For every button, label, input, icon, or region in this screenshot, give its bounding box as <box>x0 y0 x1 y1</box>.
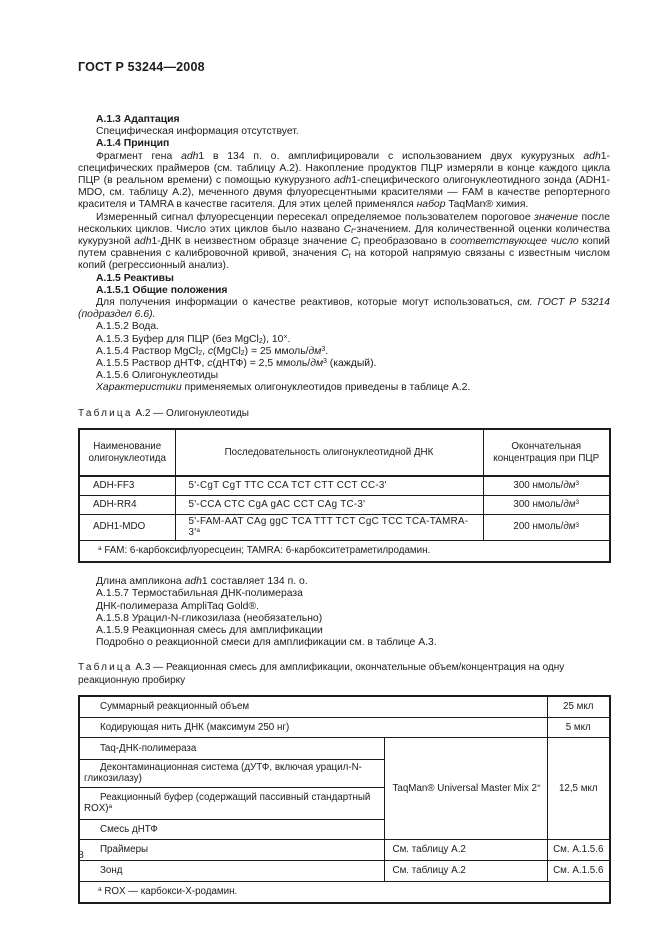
paragraph: Подробно о реакционной смеси для амплификации см. в таблице А.3. <box>96 637 437 649</box>
table-row <box>79 495 610 514</box>
table-row <box>79 839 610 860</box>
reagent-concentration-ref: См. А.1.5.6 <box>547 860 610 881</box>
oligo-concentration: 300 нмоль/$дм^3$ <box>483 476 610 495</box>
paragraph: Фрагмент гена adh1 в 134 п. о. амплифицировали с использованием двух кукурузных adh1-специфических праймеров (см. таблицу А.2). Накопление продуктов ПЦР измеряли в конце каждого цикла ПЦР (в реальном времени) с помощью кукурузного adh1-специфического олигонуклеотидного зонда (ADH1-MDO, см. таблицу А.2), меченного двумя флуоресцентными красителями — FAM в качестве репортерного красителя и TAMRA в качестве гасителя. Для этих целей применялся набор TaqMan® химия. <box>78 150 610 211</box>
table-a2-caption <box>78 408 610 421</box>
table-row <box>79 860 610 881</box>
table-footnote-row <box>79 881 610 903</box>
reagent-label: Праймеры <box>79 839 384 860</box>
paragraph: А.1.5.2 Вода. <box>96 321 160 333</box>
reagent-concentration-ref: См. А.1.5.6 <box>547 839 610 860</box>
paragraph: Измеренный сигнал флуоресценции пересекал определяемое пользователем пороговое значение после нескольких циклов. Число этих циклов было названо $C_t$-значением. Для количественной оценки количества кукурузной adh1-ДНК в неизвестном образце значение $C_t$ преобразовано в соответствующее число копий путем сравнения с калибровочной кривой, значения $C_t$ на которой напрямую связаны с известным числом копий (регрессионный анализ). <box>78 211 611 272</box>
reagent-label: Смесь дНТФ <box>79 819 384 839</box>
reagent-reference: См. таблицу А.2 <box>384 860 547 881</box>
paragraph: А.1.5.4 Раствор MgCl$_2$, c(MgCl$_2$) = 25 ммоль/$дм^3$. <box>96 345 329 358</box>
table-a3 <box>78 695 611 904</box>
body-text-top <box>78 114 610 395</box>
reagent-label: Реакционный буфер (содержащий пассивный стандартный ROX)$^а$ <box>79 787 384 819</box>
table-row <box>79 476 610 495</box>
table-a2-caption-word: Таблица <box>78 407 133 419</box>
section-heading: А.1.3 Адаптация <box>96 114 180 125</box>
paragraph: А.1.5.8 Урацил-N-гликозилаза (необязательно) <box>96 612 323 624</box>
oligo-concentration: 300 нмоль/$дм^3$ <box>483 495 610 514</box>
table-row <box>79 696 610 717</box>
paragraph: А.1.5.3 Буфер для ПЦР (без MgCl$_2$), 10×. <box>96 333 291 346</box>
table-row <box>79 717 610 737</box>
document-number: ГОСТ Р 53244—2008 <box>78 60 205 74</box>
body-text-mid <box>78 576 610 649</box>
paragraph: Характеристики применяемых олигонуклеотидов приведены в таблице А.2. <box>96 382 471 394</box>
section-heading: А.1.5 Реактивы <box>96 272 174 284</box>
table-a2-header-row <box>79 429 610 476</box>
paragraph: А.1.5.9 Реакционная смесь для амплификации <box>96 624 323 636</box>
table-a3-caption-word: Таблица <box>78 662 133 674</box>
oligo-concentration: 200 нмоль/$дм^3$ <box>483 514 610 540</box>
table-a2-caption-text: А.2 — Олигонуклеотиды <box>132 407 249 419</box>
paragraph: А.1.5.5 Раствор дНТФ, с(дНТФ) = 2,5 ммоль/$дм^3$ (каждый). <box>96 357 377 370</box>
table-row <box>79 514 610 540</box>
table-row <box>79 737 610 759</box>
reagent-label: Деконтаминационная система (дУТФ, включая урацил-N-гликозилазу) <box>79 759 384 787</box>
reagent-reference: См. таблицу А.2 <box>384 839 547 860</box>
master-mix-product: TaqMan® Universal Master Mix 2× <box>384 737 547 839</box>
reagent-volume: 25 мкл <box>547 696 610 717</box>
reagent-label: Зонд <box>79 860 384 881</box>
reagent-label: Кодирующая нить ДНК (максимум 250 нг) <box>79 717 547 737</box>
section-heading: А.1.5.1 Общие положения <box>96 284 228 296</box>
table-a3-caption-text: А.3 — Реакционная смесь для амплификации, окончательные объем/концентрация на одну реакционную пробирку <box>78 662 565 686</box>
table-footnote-row <box>79 540 610 562</box>
section-heading: А.1.4 Принцип <box>96 138 170 150</box>
col-header-sequence: Последовательность олигонуклеотидной ДНК <box>175 429 483 476</box>
page-number: 8 <box>78 849 84 861</box>
reagent-volume: 5 мкл <box>547 717 610 737</box>
table-a3-footnote: $^а$ ROX — карбокси-Х-родамин. <box>79 881 610 903</box>
oligo-sequence: 5'-CCA CTC CgA gAC CCT CAg TC-3' <box>175 495 483 514</box>
reagent-label: Taq-ДНК-полимераза <box>79 737 384 759</box>
table-a2-footnote: $^а$ FAM: 6-карбоксифлуоресцеин; TAMRA: 6-карбокситетраметилродамин. <box>79 540 610 562</box>
paragraph: А.1.5.7 Термостабильная ДНК-полимераза <box>96 588 303 600</box>
col-header-concentration: Окончательная концентрация при ПЦР <box>483 429 610 476</box>
paragraph: Специфическая информация отсутствует. <box>96 126 299 138</box>
reagent-volume: 12,5 мкл <box>547 737 610 839</box>
reagent-label: Суммарный реакционный объем <box>79 696 547 717</box>
paragraph: А.1.5.6 Олигонуклеотиды <box>96 370 219 382</box>
paragraph: Длина ампликона adh1 составляет 134 п. о. <box>96 576 308 588</box>
paragraph: ДНК-полимераза AmpliTaq Gold®. <box>96 600 260 612</box>
table-a3-caption <box>78 662 610 687</box>
oligo-name: ADH-RR4 <box>79 495 175 514</box>
col-header-oligo-name: Наименование олигонуклеотида <box>79 429 175 476</box>
oligo-sequence: 5'-CgT CgT TTC CCA TCT CTT CCT CC-3' <box>175 476 483 495</box>
oligo-name: ADH1-MDO <box>79 514 175 540</box>
paragraph: Для получения информации о качестве реактивов, которые могут использоваться, см. ГОСТ Р 53214 (подраздел 6.6). <box>78 297 610 321</box>
oligo-sequence: 5'-FAM-AAT CAg ggC TCA TTT TCT CgC TCC TCA-$TAMRA-3'^а$ <box>175 514 483 540</box>
oligo-name: ADH-FF3 <box>79 476 175 495</box>
table-a2 <box>78 428 611 563</box>
